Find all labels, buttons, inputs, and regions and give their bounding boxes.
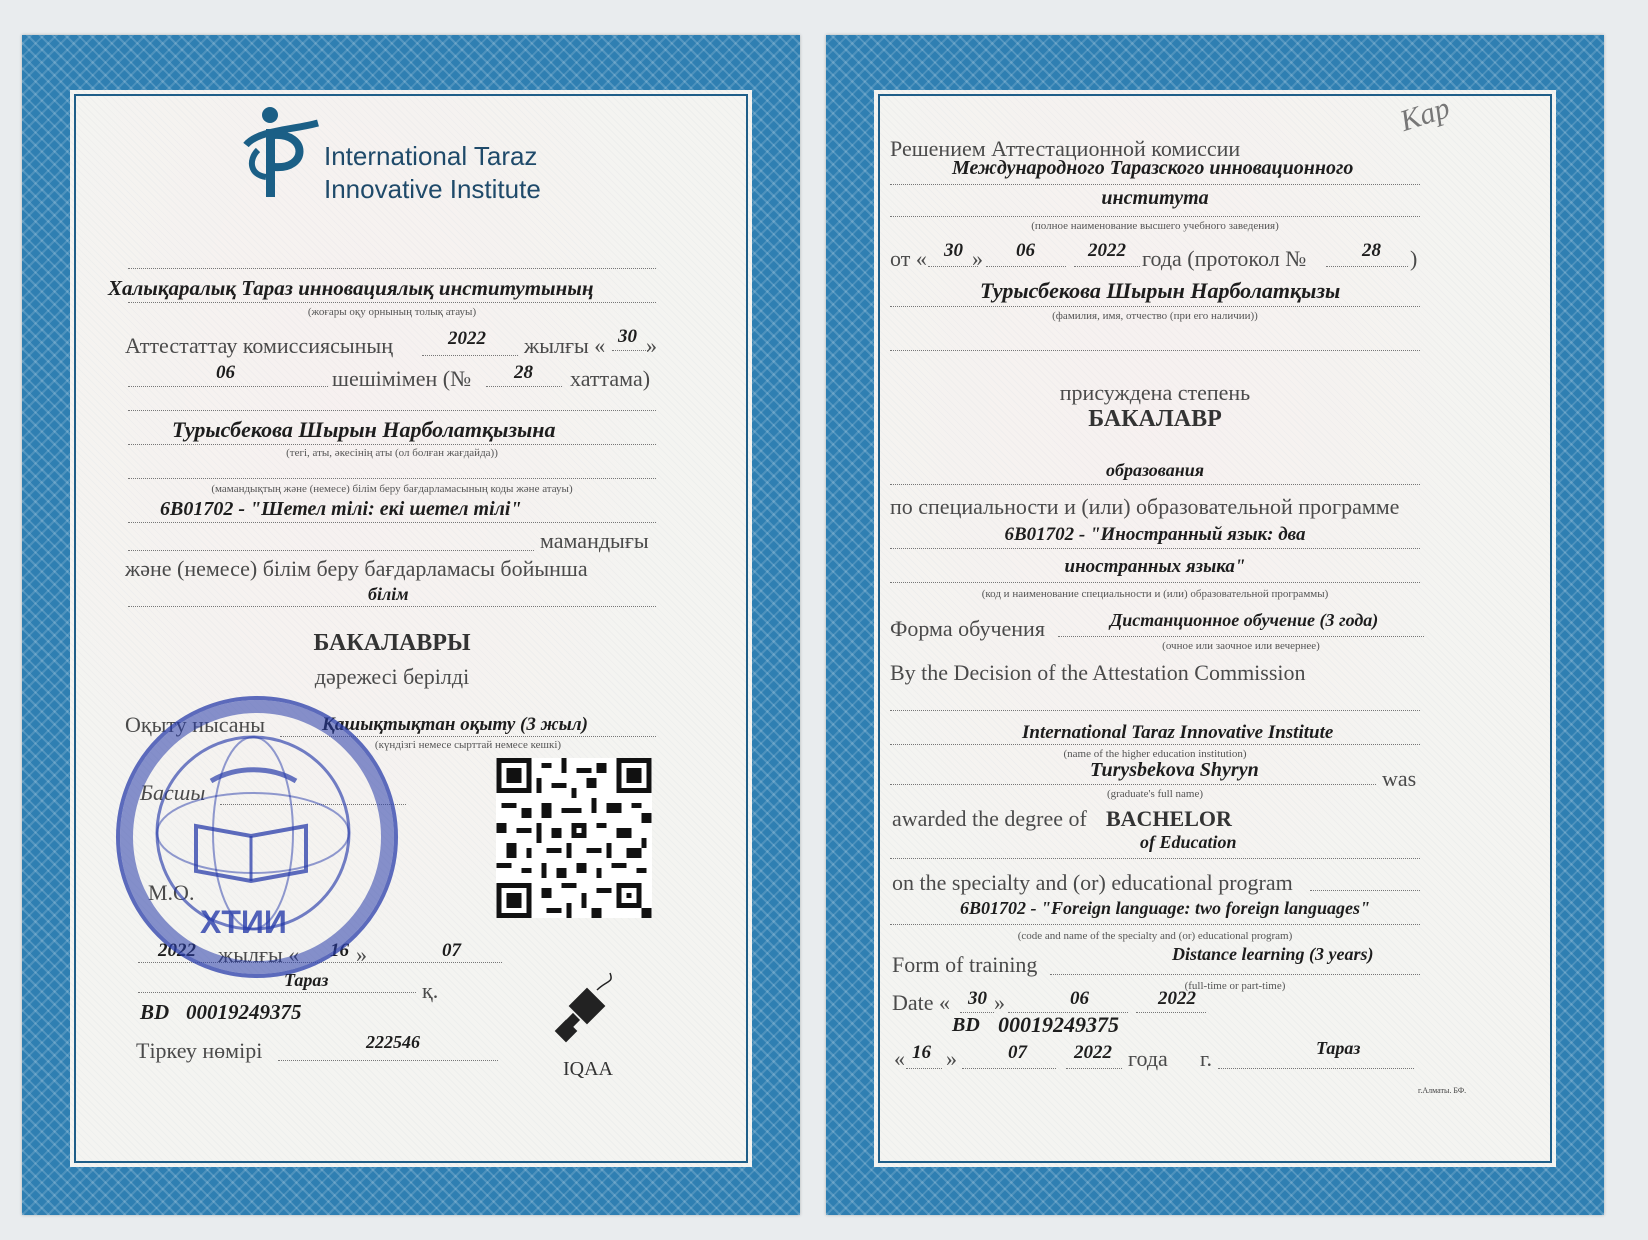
- right-program-line1: 6B01702 - "Иностранный язык: два: [1004, 524, 1306, 545]
- right-form-caption: (очное или заочное или вечернее): [1162, 640, 1320, 652]
- right-serial-prefix: BD: [952, 1014, 980, 1036]
- right-date-label: Date «: [892, 990, 951, 1015]
- right-date-day: 30: [968, 988, 987, 1009]
- left-page-body: [70, 90, 752, 1167]
- right-issue-day: 16: [912, 1042, 931, 1063]
- right-en-institution: International Taraz Innovative Institute: [1022, 722, 1334, 743]
- right-year: 2022: [1088, 240, 1126, 261]
- left-program: 6B01702 - "Шетел тілі: екі шетел тілі": [160, 498, 522, 520]
- right-serial: 00019249375: [998, 1012, 1119, 1037]
- iqaa-label: IQAA: [563, 1058, 613, 1080]
- right-en-form-label: Form of training: [892, 952, 1038, 977]
- right-program-line2: иностранных языка": [1064, 556, 1246, 577]
- left-seal-label: М.О.: [148, 880, 195, 905]
- right-en-field: of Education: [1140, 832, 1237, 852]
- right-awarded: присуждена степень: [1059, 380, 1251, 405]
- left-month: 06: [216, 362, 235, 383]
- qr-code: [496, 758, 652, 918]
- left-graduate-name: Турысбекова Шырын Нарболатқызына: [172, 417, 556, 442]
- right-en-institution-caption: (name of the higher education institution): [1063, 748, 1247, 760]
- left-reg-no: 222546: [366, 1032, 420, 1052]
- left-date-year: 2022: [158, 940, 196, 961]
- left-degree: БАКАЛАВРЫ: [313, 630, 471, 656]
- right-graduate-name: Турысбекова Шырын Нарболатқызы: [980, 278, 1341, 303]
- right-en-degree: BACHELOR: [1106, 806, 1232, 831]
- right-month: 06: [1016, 240, 1035, 261]
- right-issue-year: 2022: [1074, 1042, 1112, 1063]
- right-date-month: 06: [1070, 988, 1089, 1009]
- left-date-year-label: жылғы «: [218, 942, 300, 967]
- left-name-caption: (тегі, аты, әкесінің аты (ол болған жағдайда)): [286, 447, 498, 459]
- left-serial: 00019249375: [186, 1000, 302, 1024]
- right-protocol-close: ): [1410, 246, 1418, 271]
- right-en-program: 6B01702 - "Foreign language: two foreign languages": [960, 898, 1371, 918]
- right-en-program-caption: (code and name of the specialty and (or) educational program): [1017, 930, 1293, 942]
- right-en-form-caption: (full-time or part-time): [1184, 980, 1286, 992]
- right-decision-label: Решением Аттестационной комиссии: [890, 136, 1241, 161]
- left-form-value: Қашықтықтан оқыту (3 жыл): [322, 714, 588, 735]
- left-form-caption: (күндізгі немесе сырттай немесе кешкі): [374, 739, 562, 751]
- right-day: 30: [944, 240, 963, 261]
- right-protocol-no: 28: [1362, 240, 1381, 261]
- right-institution-line2: института: [1101, 187, 1209, 209]
- right-en-form-value: Distance learning (3 years): [1172, 944, 1374, 964]
- right-program-caption: (код и наименование специальности и (или) образовательной программы): [981, 588, 1329, 600]
- left-commission-label: Аттестаттау комиссиясының: [125, 333, 393, 358]
- left-form-label: Оқыту нысаны: [125, 712, 266, 737]
- left-institution-name: Халықаралық Тараз инновациялық институтының: [108, 276, 594, 300]
- right-form-value: Дистанционное обучение (3 года): [1110, 610, 1379, 630]
- left-city-suffix: қ.: [422, 978, 439, 1003]
- right-en-program-label: on the specialty and (or) educational program: [892, 870, 1293, 895]
- left-awarded: дәрежесі берілді: [314, 664, 470, 689]
- left-reg-label: Тіркеу нөмірі: [136, 1038, 263, 1063]
- left-serial-prefix: BD: [140, 1000, 170, 1024]
- left-specialty-label: мамандығы: [540, 528, 649, 553]
- right-en-name-caption: (graduate's full name): [1106, 788, 1204, 800]
- left-date-day-close: »: [356, 942, 367, 967]
- left-institution-caption: (жоғары оқу орнының толық атауы): [307, 306, 477, 318]
- left-program-caption: (мамандықтың және (немесе) білім беру бағдарламасының коды және атауы): [211, 483, 573, 495]
- institute-logo-icon: [238, 105, 328, 200]
- right-field: образования: [1106, 460, 1204, 480]
- right-city-prefix: г.: [1200, 1046, 1213, 1071]
- left-head-label: Басшы: [140, 780, 206, 805]
- left-date-day: 16: [330, 940, 349, 961]
- left-field: білім: [368, 584, 409, 604]
- right-institution-line1: Международного Таразского инновационного: [952, 157, 1354, 179]
- iqaa-logo-icon: [552, 965, 624, 1055]
- left-year-label: жылғы «: [524, 333, 606, 358]
- right-institution-caption: (полное наименование высшего учебного заведения): [1031, 220, 1279, 232]
- right-en-decision: By the Decision of the Attestation Commission: [890, 660, 1306, 685]
- left-by-program-label: және (немесе) білім беру бағдарламасы бойынша: [125, 556, 588, 581]
- left-protocol-close: хаттама): [570, 366, 651, 391]
- logo-line-1: International Taraz: [324, 141, 538, 171]
- right-degree: БАКАЛАВР: [1088, 406, 1222, 432]
- right-city: Тараз: [1316, 1038, 1361, 1058]
- right-issue-month: 07: [1008, 1042, 1027, 1063]
- right-en-was: was: [1382, 766, 1417, 791]
- right-issue-year-label: года: [1128, 1046, 1168, 1071]
- left-date-month: 07: [442, 940, 461, 961]
- institute-logo: [238, 105, 328, 200]
- right-issue-day-close: »: [946, 1046, 957, 1071]
- right-form-label: Форма обучения: [890, 616, 1045, 641]
- left-day-close: »: [646, 333, 657, 358]
- right-issue-open: «: [894, 1046, 905, 1071]
- right-date-day-close: »: [994, 990, 1005, 1015]
- right-day-close: »: [972, 246, 983, 271]
- left-decision-label: шешімімен (№: [332, 366, 472, 391]
- left-protocol-no: 28: [514, 362, 533, 383]
- right-en-awarded: awarded the degree of: [892, 806, 1087, 831]
- right-from-label: от «: [890, 246, 927, 271]
- logo-text: [324, 140, 541, 206]
- logo-line-2: Innovative Institute: [324, 174, 541, 204]
- right-year-label: года (протокол №: [1142, 246, 1307, 271]
- left-day: 30: [618, 326, 637, 347]
- left-year: 2022: [448, 328, 486, 349]
- left-city: Тараз: [284, 970, 329, 990]
- iqaa-logo: [552, 965, 624, 1055]
- official-stamp: [116, 696, 398, 978]
- right-handwritten-note: Кар: [1395, 91, 1454, 138]
- stamp-abbr: ХТИИ: [200, 904, 287, 940]
- right-printer: г.Алматы. БФ.: [1418, 1086, 1467, 1095]
- right-date-year: 2022: [1158, 988, 1196, 1009]
- qr-code-icon: [496, 758, 652, 918]
- right-name-caption: (фамилия, имя, отчество (при его наличии)): [1052, 310, 1258, 322]
- right-by-program-label: по специальности и (или) образовательной программе: [890, 494, 1400, 519]
- right-en-name: Turysbekova Shyryn: [1090, 759, 1259, 781]
